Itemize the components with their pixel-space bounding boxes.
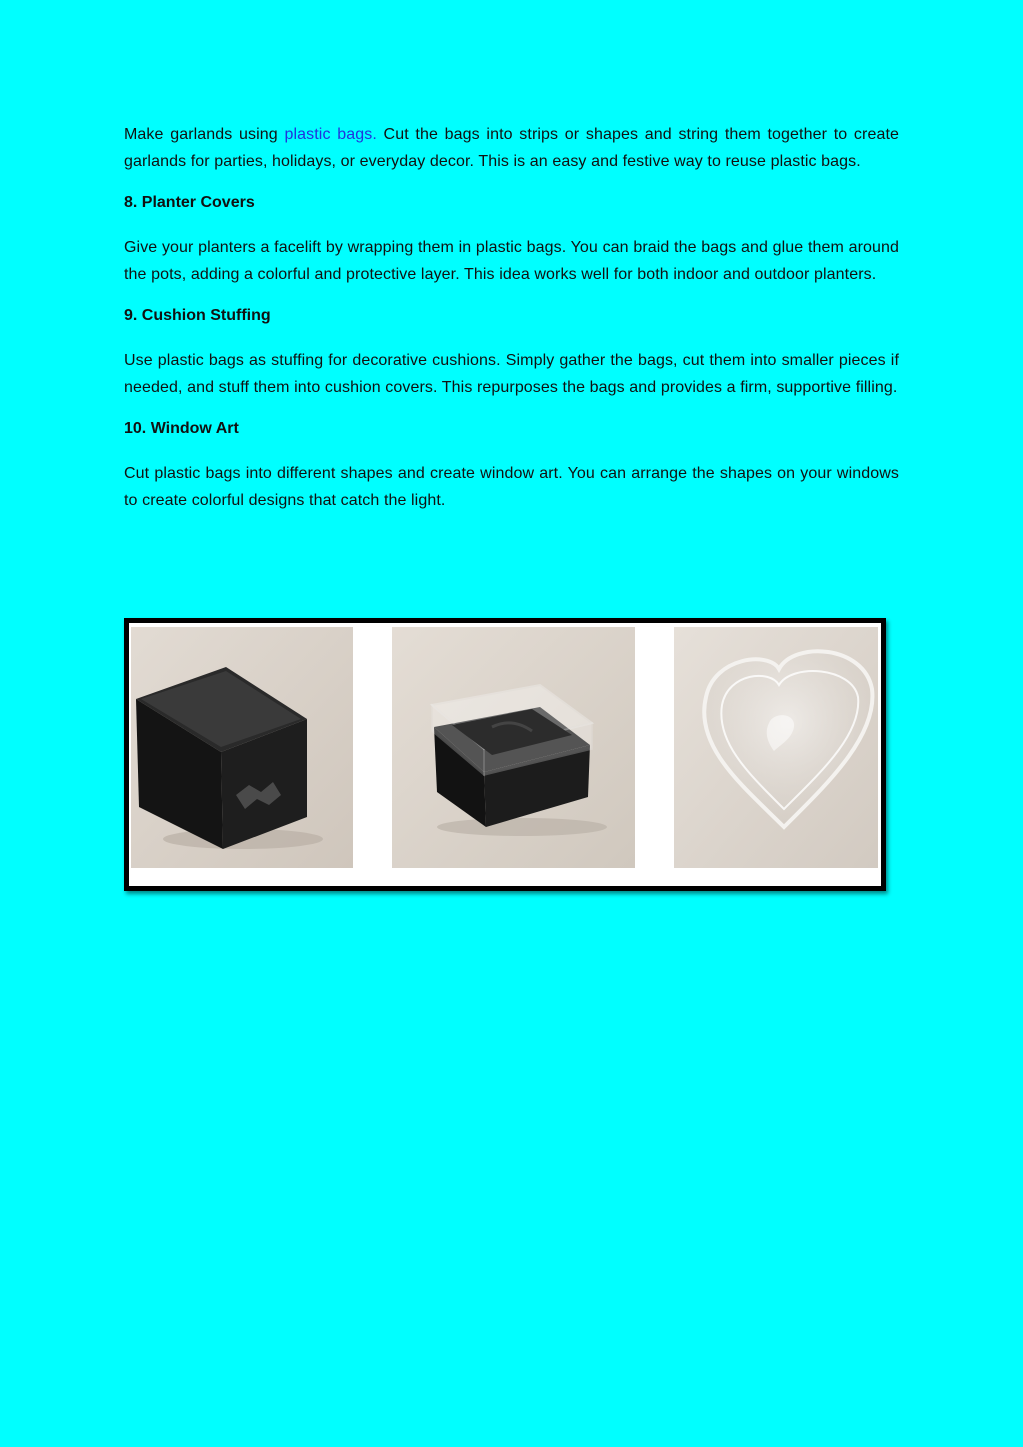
paragraph-planter-covers: Give your planters a facelift by wrapping them in plastic bags. You can braid the bags and glue them around the pots, adding a colorful and protective layer. This idea works well for both indoor and outdoor planters.	[124, 239, 899, 283]
document-page	[124, 122, 899, 514]
plastic-bags-link[interactable]: plastic bags.	[284, 126, 377, 143]
intro-paragraph	[124, 122, 899, 175]
intro-text-suffix: Cut the bags into strips or shapes and string them together to create garlands for parties, holidays, or everyday decor. This is an easy and festive way to reuse plastic bags.	[124, 126, 899, 170]
intro-text-prefix: Make garlands using	[124, 126, 285, 143]
paragraph-window-art: Cut plastic bags into different shapes and create window art. You can arrange the shapes on your windows to create colorful designs that catch the light.	[124, 465, 899, 509]
heading-cushion-stuffing: 9. Cushion Stuffing	[124, 307, 271, 324]
product-photo-strip	[124, 618, 886, 891]
heading-planter-covers: 8. Planter Covers	[124, 194, 255, 211]
clear-heart-box-photo	[674, 627, 878, 868]
clear-lid-black-box-photo	[392, 627, 635, 868]
heading-window-art: 10. Window Art	[124, 420, 239, 437]
paragraph-cushion-stuffing: Use plastic bags as stuffing for decorative cushions. Simply gather the bags, cut them into smaller pieces if needed, and stuff them into cushion covers. This repurposes the bags and provides a firm, supportive filling.	[124, 352, 899, 396]
black-cube-box-photo	[131, 627, 353, 868]
